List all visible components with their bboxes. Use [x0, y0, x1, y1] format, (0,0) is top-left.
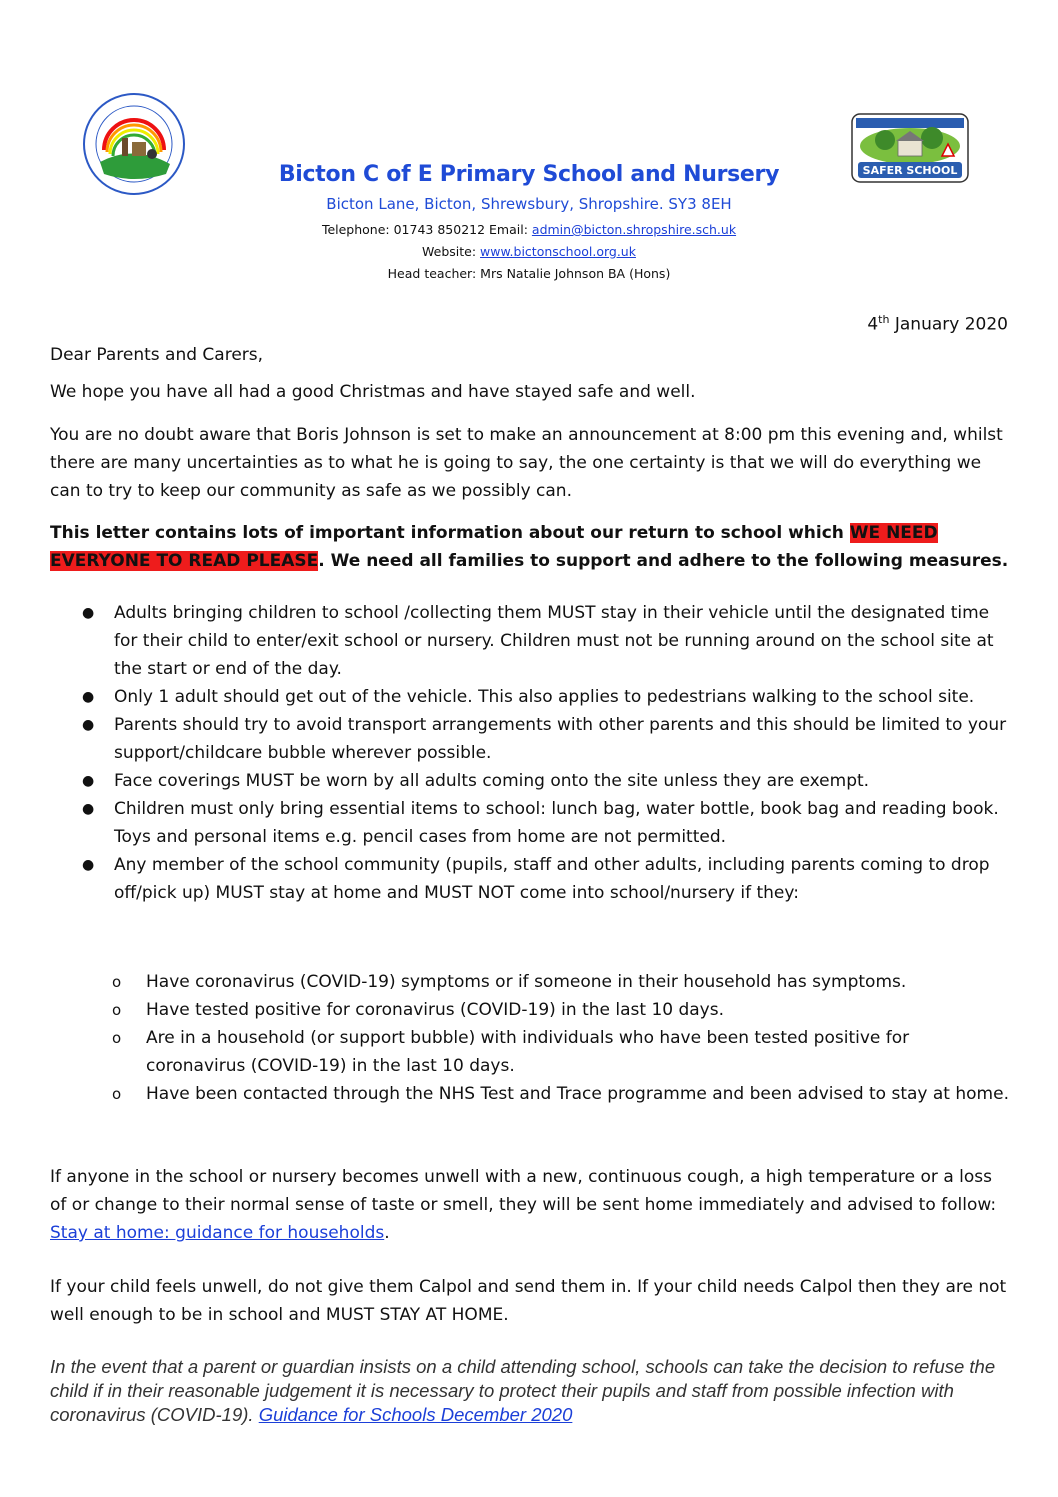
list-item [50, 851, 1012, 907]
list-item-text: Parents should try to avoid transport arrangements with other parents and this should be limited to your support/childcare bubble wherever possible. [114, 715, 1007, 763]
list-item [50, 711, 1012, 767]
bullet-icon: ● [82, 857, 95, 873]
list-item [50, 795, 1012, 851]
letter-date [867, 313, 1008, 335]
unwell-text: If anyone in the school or nursery becomes unwell with a new, continuous cough, a high temperature or a loss of or change to their normal sense of taste or smell, they will be sent home immediately and advised to follow: [50, 1167, 997, 1215]
date-day: 4 [867, 314, 879, 335]
website-label: Website: [422, 244, 481, 259]
list-item-text: Have been contacted through the NHS Test and Trace programme and been advised to stay at home. [146, 1084, 1009, 1104]
list-item-text: Face coverings MUST be worn by all adults coming onto the site unless they are exempt. [114, 771, 870, 791]
safer-school-label: SAFER SCHOOL [862, 164, 958, 177]
circle-bullet-icon: o [112, 1085, 122, 1103]
website-link[interactable]: www.bictonschool.org.uk [480, 244, 636, 259]
measures-list [50, 599, 1012, 907]
contact-line [0, 222, 1058, 237]
unwell-text-end: . [384, 1223, 390, 1243]
email-link[interactable]: admin@bicton.shropshire.sch.uk [531, 222, 737, 237]
important-pre: This letter contains lots of important information about our return to school which [50, 523, 850, 543]
circle-bullet-icon: o [112, 973, 122, 991]
date-rest: January 2020 [889, 314, 1008, 335]
list-item-text: Are in a household (or support bubble) with individuals who have been tested positive for coronavirus (COVID-19) in the last 10 days. [146, 1028, 910, 1076]
important-notice [50, 519, 1012, 575]
paragraph-calpol: If your child feels unwell, do not give them Calpol and send them in. If your child needs Calpol then they are not well enough to be in school and MUST STAY AT HOME. [50, 1277, 1007, 1325]
list-item-text: Only 1 adult should get out of the vehicle. This also applies to pedestrians walking to the school site. [114, 687, 975, 707]
circle-bullet-icon: o [112, 1001, 122, 1019]
school-address: Bicton Lane, Bicton, Shrewsbury, Shropshire. SY3 8EH [326, 195, 732, 213]
greeting: Dear Parents and Carers, [50, 345, 264, 365]
bullet-icon: ● [82, 605, 95, 621]
list-item-text: Children must only bring essential items to school: lunch bag, water bottle, book bag and reading book. Toys and personal items e.g. pencil cases from home are not permitted. [114, 799, 999, 847]
bullet-icon: ● [82, 773, 95, 789]
school-name: Bicton C of E Primary School and Nursery [278, 162, 780, 187]
circle-bullet-icon: o [112, 1029, 122, 1047]
head-teacher: Head teacher: Mrs Natalie Johnson BA (Hons) [387, 266, 671, 281]
guidance-quote-text: In the event that a parent or guardian insists on a child attending school, schools can take the decision to refuse the child if in their reasonable judgement it is necessary to protect their pupils and staff from possible infection with coronavirus (COVID-19). [50, 1356, 996, 1425]
bullet-icon: ● [82, 717, 95, 733]
list-item-text: Have coronavirus (COVID-19) symptoms or if someone in their household has symptoms. [146, 972, 907, 992]
list-item-text: Any member of the school community (pupils, staff and other adults, including parents coming to drop off/pick up) MUST stay at home and MUST NOT come into school/nursery if they: [114, 855, 990, 903]
list-item [50, 599, 1012, 683]
list-item [50, 968, 1012, 996]
important-highlight: WE NEED EVERYONE TO READ PLEASE [50, 523, 938, 571]
guidance-quote [50, 1355, 1012, 1427]
list-item [50, 996, 1012, 1024]
paragraph-unwell [50, 1163, 1012, 1247]
bullet-icon: ● [82, 689, 95, 705]
list-item [50, 1024, 1012, 1080]
list-item-text: Have tested positive for coronavirus (COVID-19) in the last 10 days. [146, 1000, 725, 1020]
bullet-icon: ● [82, 801, 95, 817]
list-item [50, 683, 1012, 711]
stay-home-conditions-list [50, 968, 1012, 1108]
important-post: . We need all families to support and adhere to the following measures. [318, 551, 1009, 571]
list-item [50, 1080, 1012, 1108]
list-item-text: Adults bringing children to school /collecting them MUST stay in their vehicle until the designated time for their child to enter/exit school or nursery. Children must not be running around on the school site at the start or end of the day. [114, 603, 994, 679]
paragraph-announcement: You are no doubt aware that Boris Johnson is set to make an announcement at 8:00 pm this evening and, whilst there are many uncertainties as to what he is going to say, the one certainty is that we will do everything we can to try to keep our community as safe as we possibly can. [50, 425, 1003, 501]
date-suffix: th [878, 313, 890, 326]
paragraph-christmas: We hope you have all had a good Christmas and have stayed safe and well. [50, 382, 696, 402]
list-item [50, 767, 1012, 795]
stay-at-home-guidance-link[interactable]: Stay at home: guidance for households [50, 1223, 385, 1243]
guidance-for-schools-link[interactable]: Guidance for Schools December 2020 [258, 1404, 573, 1425]
website-line [0, 244, 1058, 259]
telephone-text: Telephone: 01743 850212 Email: [321, 222, 532, 237]
